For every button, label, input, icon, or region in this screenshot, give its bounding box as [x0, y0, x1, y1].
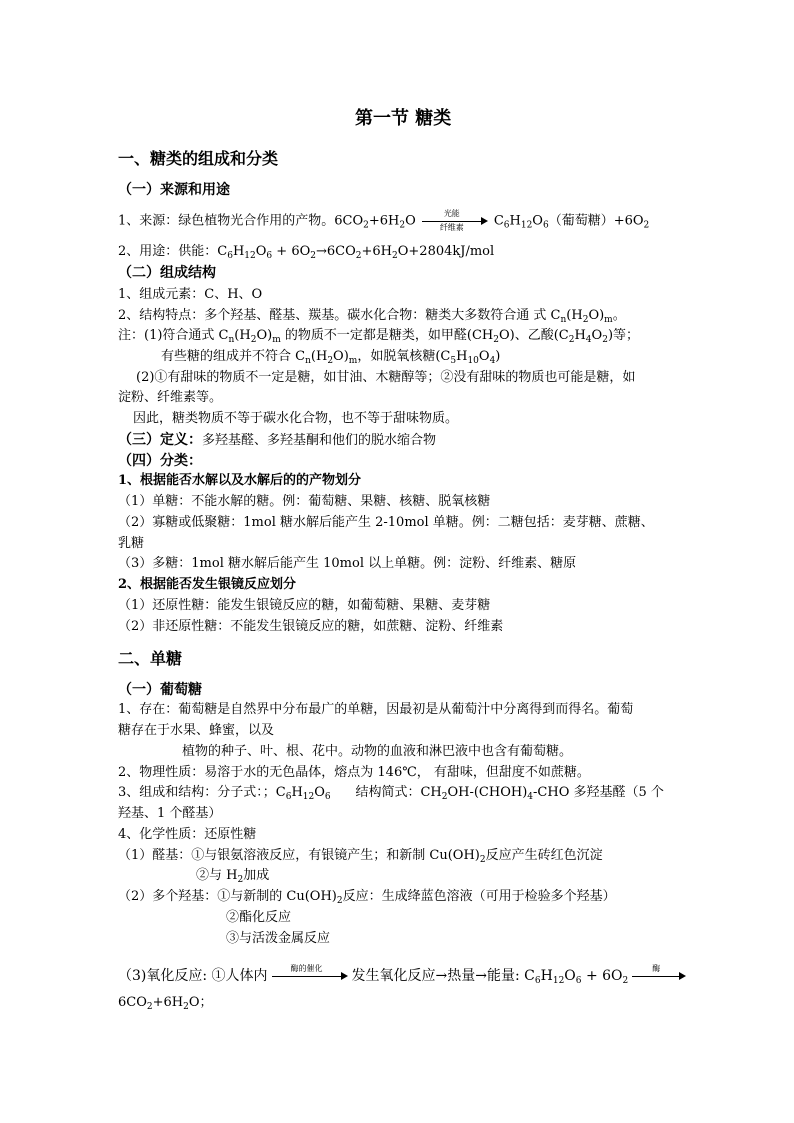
source-line: 1、来源：绿色植物光合作用的产物。$6CO_2+6H_2O$ 光能 纤维素 $C_6H_{12}O_6$（葡萄糖）$+6O_2$	[118, 209, 650, 232]
list-item: （1）还原性糖：能发生银镜反应的糖，如葡萄糖、果糖、麦芽糖	[118, 598, 491, 613]
list-item: （2）多个羟基：①与新制的 $Cu(OH)_2$反应：生成绛蓝色溶液（可用于检验多个羟基）	[118, 889, 616, 906]
paragraph: 糖存在于水果、蜂蜜，以及	[118, 723, 275, 738]
oxidation-line: （3)氧化反应: ①人体内 酶的催化 发生氧化反应→热量→能量: $C_6H_{12}O_6 + 6O_2$ 酶	[118, 967, 690, 985]
paragraph: 4、化学性质：还原性糖	[118, 827, 257, 842]
paragraph: 羟基、1 个醛基）	[118, 806, 222, 821]
list-item: （1）单糖：不能水解的糖。例：葡萄糖、果糖、核糖、脱氧核糖	[118, 494, 491, 509]
reaction-arrow: 光能 纤维素	[422, 212, 488, 230]
paragraph: 有些糖的组成并不符合 $C_n(H_2O)_m$，如脱氧核糖$(C_5H_{10}O_4)$	[161, 349, 501, 366]
list-item: ③与活泼金属反应	[226, 931, 331, 946]
paragraph: $6CO_2+6H_2O$；	[118, 995, 213, 1012]
paragraph: 2、结构特点：多个羟基、醛基、羰基。碳水化合物：糖类大多数符合通 式 $C_n(H_2O)_m$。	[118, 308, 626, 325]
list-item: （2）寡糖或低聚糖：1mol 糖水解后能产生 2-10mol 单糖。例：二糖包括：麦芽糖、蔗糖、	[118, 515, 654, 530]
list-item: 乳糖	[118, 536, 145, 551]
definition-line: （三）定义：多羟基醛、多羟基酮和他们的脱水缩合物	[118, 432, 437, 448]
reaction-arrow: 酶	[632, 967, 686, 985]
section-heading: 一、糖类的组成和分类	[118, 149, 279, 168]
reaction-arrow: 酶的催化	[272, 967, 348, 985]
paragraph: 淀粉、纤维素等。	[118, 390, 223, 405]
subsection-heading: （二）组成结构	[118, 265, 216, 281]
page-title: 第一节 糖类	[355, 108, 452, 129]
paragraph: 2、物理性质：易溶于水的无色晶体，熔点为 146℃， 有甜味，但甜度不如蔗糖。	[118, 765, 590, 780]
subsection-heading: （一）葡萄糖	[118, 682, 202, 698]
paragraph: 因此，糖类物质不等于碳水化合物，也不等于甜味物质。	[133, 411, 459, 426]
paragraph: 植物的种子、叶、根、花中。动物的血液和淋巴液中也含有葡萄糖。	[182, 744, 573, 759]
subsection-heading: （一）来源和用途	[118, 182, 230, 198]
section-heading: 二、单糖	[118, 649, 183, 668]
classification-heading: 1、根据能否水解以及水解后的的产物划分	[118, 473, 362, 488]
list-item: ②酯化反应	[226, 910, 292, 925]
list-item: （3）多糖：1mol 糖水解后能产生 10mol 以上单糖。例：淀粉、纤维素、糖原	[118, 556, 577, 571]
paragraph: 3、组成和结构：分子式：；$C_6H_{12}O_6$ 结构简式：$CH_2OH-(CHOH)_4$-CHO 多羟基醛（5 个	[118, 785, 664, 802]
list-item: （1）醛基：①与银氨溶液反应，有银镜产生；和新制 $Cu(OH)_2$反应产生砖红色沉淀	[118, 848, 603, 865]
paragraph: 1、组成元素：C、H、O	[118, 287, 263, 302]
subsection-heading: （四）分类：	[118, 453, 202, 469]
paragraph: 1、存在：葡萄糖是自然界中分布最广的单糖，因最初是从葡萄汁中分离得到而得名。葡萄	[118, 702, 634, 717]
classification-heading: 2、根据能否发生银镜反应划分	[118, 577, 297, 592]
list-item: （2）非还原性糖：不能发生银镜反应的糖，如蔗糖、淀粉、纤维素	[118, 619, 504, 634]
use-line: 2、用途：供能：$C_6H_{12}O_6 + 6O_2\to 6CO_2+6H_2O+2804kJ/mol$	[118, 244, 495, 261]
paragraph: 注：(1)符合通式 $C_n(H_2O)_m$ 的物质不一定都是糖类，如甲醛$(CH_2O)$、乙酸$(C_2H_4O_2)$等；	[118, 328, 640, 345]
list-item: ②与 $H_2$加成	[196, 868, 270, 885]
paragraph: (2)①有甜味的物质不一定是糖，如甘油、木糖醇等；②没有甜味的物质也可能是糖，如	[136, 370, 636, 385]
